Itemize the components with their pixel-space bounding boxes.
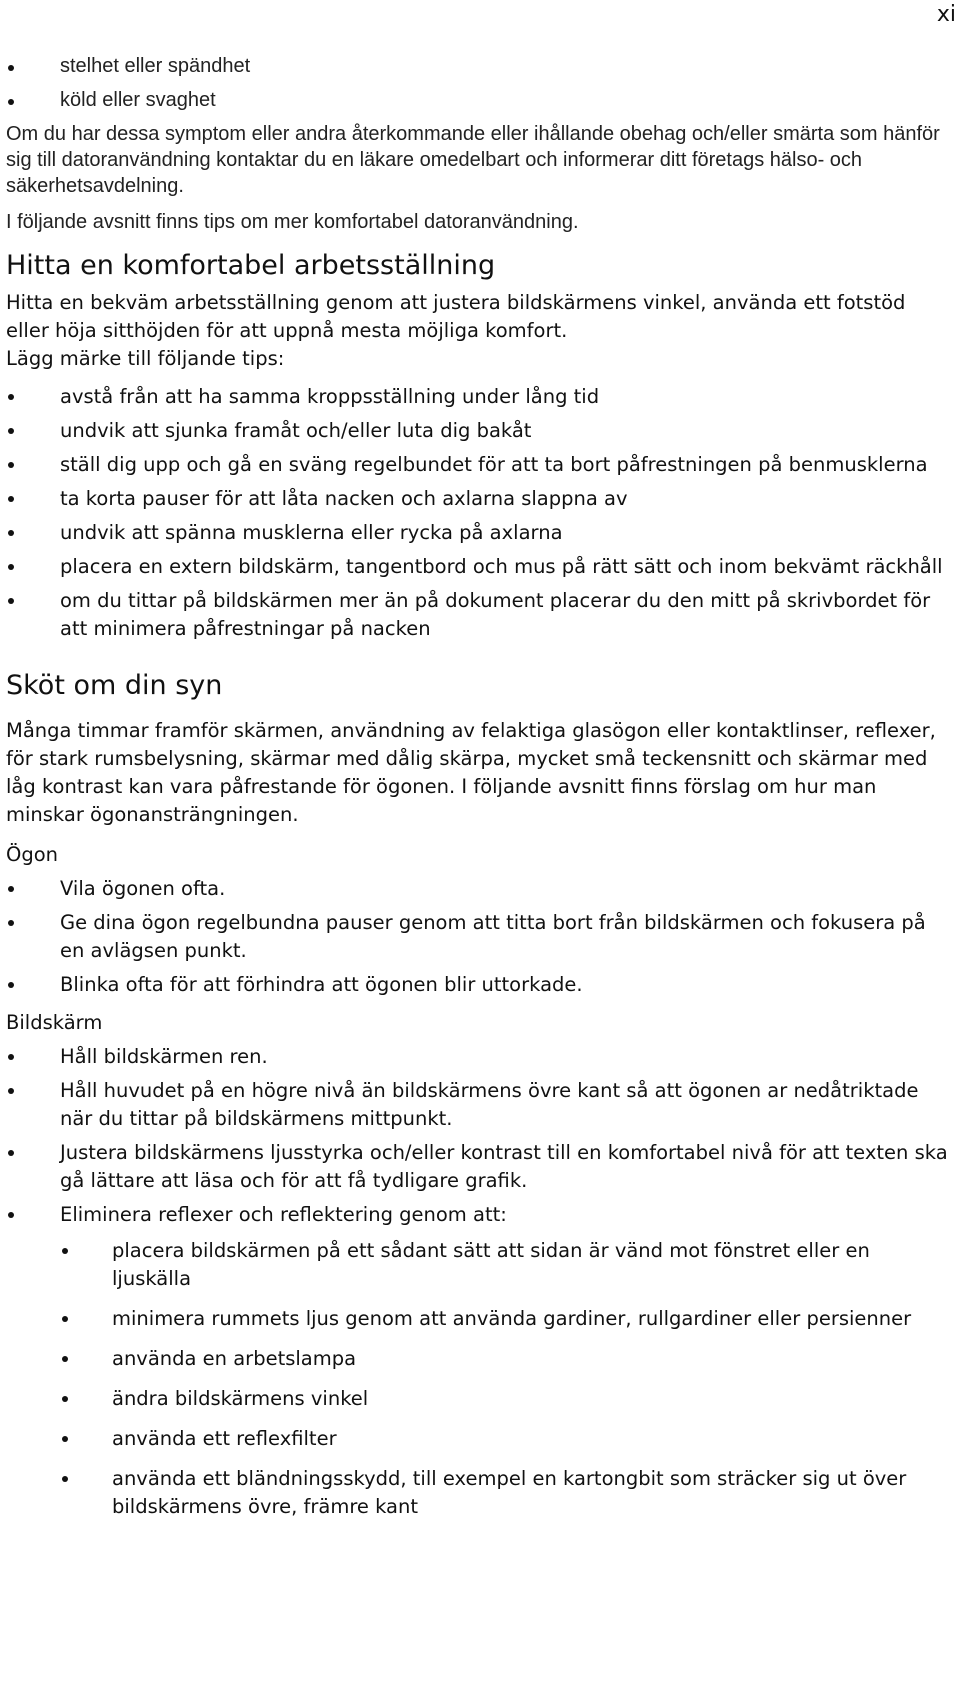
page-number: xi <box>936 2 956 27</box>
list-item: avstå från att ha samma kroppsställning under lång tid <box>6 383 950 411</box>
eyes-paragraph: Många timmar framför skärmen, användning av felaktiga glasögon eller kontaktlinser, reflexer, för stark rumsbelysning, skärmar med dålig skärpa, mycket små teckensnitt och skärmar med låg kontrast kan vara påfrestande för ögonen. I följande avsnitt finns förslag om hur man minskar ögonansträngningen. <box>6 719 936 826</box>
list-item: undvik att sjunka framåt och/eller luta dig bakåt <box>6 417 950 445</box>
list-item: Håll huvudet på en högre nivå än bildskärmens övre kant så att ögonen ar nedåtriktade när du tittar på bildskärmens mittpunkt. <box>6 1077 950 1133</box>
list-item: placera en extern bildskärm, tangentbord och mus på rätt sätt och inom bekvämt räckhåll <box>6 553 950 581</box>
list-item: Justera bildskärmens ljusstyrka och/eller kontrast till en komfortabel nivå för att texten ska gå lättare att läsa och för att få tydligare grafik. <box>6 1139 950 1195</box>
list-item: använda en arbetslampa <box>60 1345 950 1373</box>
list-item: köld eller svaghet <box>6 87 950 113</box>
glare-tips-list <box>60 1237 950 1521</box>
section-heading-eyes: Sköt om din syn <box>6 670 223 701</box>
document-body <box>6 0 950 1533</box>
workstation-lead: Lägg märke till följande tips: <box>6 347 285 370</box>
symptom-paragraph: Om du har dessa symptom eller andra återkommande eller ihållande obehag och/eller smärta som hänför sig till datoranvändning kontaktar du en läkare omedelbart och informerar ditt företags hälso- och säkerhetsavdelning. <box>6 123 940 197</box>
list-item: Ge dina ögon regelbundna pauser genom att titta bort från bildskärmen och fokusera på en avlägsen punkt. <box>6 909 950 965</box>
subheading-display: Bildskärm <box>6 1011 103 1034</box>
list-item: placera bildskärmen på ett sådant sätt att sidan är vänd mot fönstret eller en ljuskälla <box>60 1237 950 1293</box>
list-item: Blinka ofta för att förhindra att ögonen blir uttorkade. <box>6 971 950 999</box>
list-item <box>6 1201 950 1521</box>
list-item: stelhet eller spändhet <box>6 53 950 79</box>
subheading-eyes: Ögon <box>6 843 59 866</box>
list-item: undvik att spänna musklerna eller rycka på axlarna <box>6 519 950 547</box>
list-item: Håll bildskärmen ren. <box>6 1043 950 1071</box>
tips-intro: I följande avsnitt finns tips om mer komfortabel datoranvändning. <box>6 211 579 233</box>
list-item: ändra bildskärmens vinkel <box>60 1385 950 1413</box>
list-item: använda ett bländningsskydd, till exempel en kartongbit som sträcker sig ut över bildskärmens övre, främre kant <box>60 1465 950 1521</box>
list-item: ta korta pauser för att låta nacken och axlarna slappna av <box>6 485 950 513</box>
eyes-tips-list <box>6 875 950 999</box>
list-item: minimera rummets ljus genom att använda gardiner, rullgardiner eller persienner <box>60 1305 950 1333</box>
glare-lead: Eliminera reflexer och reflektering genom att: <box>60 1203 507 1226</box>
list-item: om du tittar på bildskärmen mer än på dokument placerar du den mitt på skrivbordet för att minimera påfrestningar på nacken <box>6 587 950 643</box>
section-heading-workstation: Hitta en komfortabel arbetsställning <box>6 250 496 281</box>
workstation-tips-list <box>6 383 950 643</box>
symptom-list <box>6 53 950 113</box>
list-item: Vila ögonen ofta. <box>6 875 950 903</box>
list-item: använda ett reflexfilter <box>60 1425 950 1453</box>
list-item: ställ dig upp och gå en sväng regelbundet för att ta bort påfrestningen på benmusklerna <box>6 451 950 479</box>
workstation-paragraph: Hitta en bekväm arbetsställning genom att justera bildskärmens vinkel, använda ett fotstöd eller höja sitthöjden för att uppnå mesta möjliga komfort. <box>6 291 906 342</box>
display-tips-list <box>6 1043 950 1521</box>
